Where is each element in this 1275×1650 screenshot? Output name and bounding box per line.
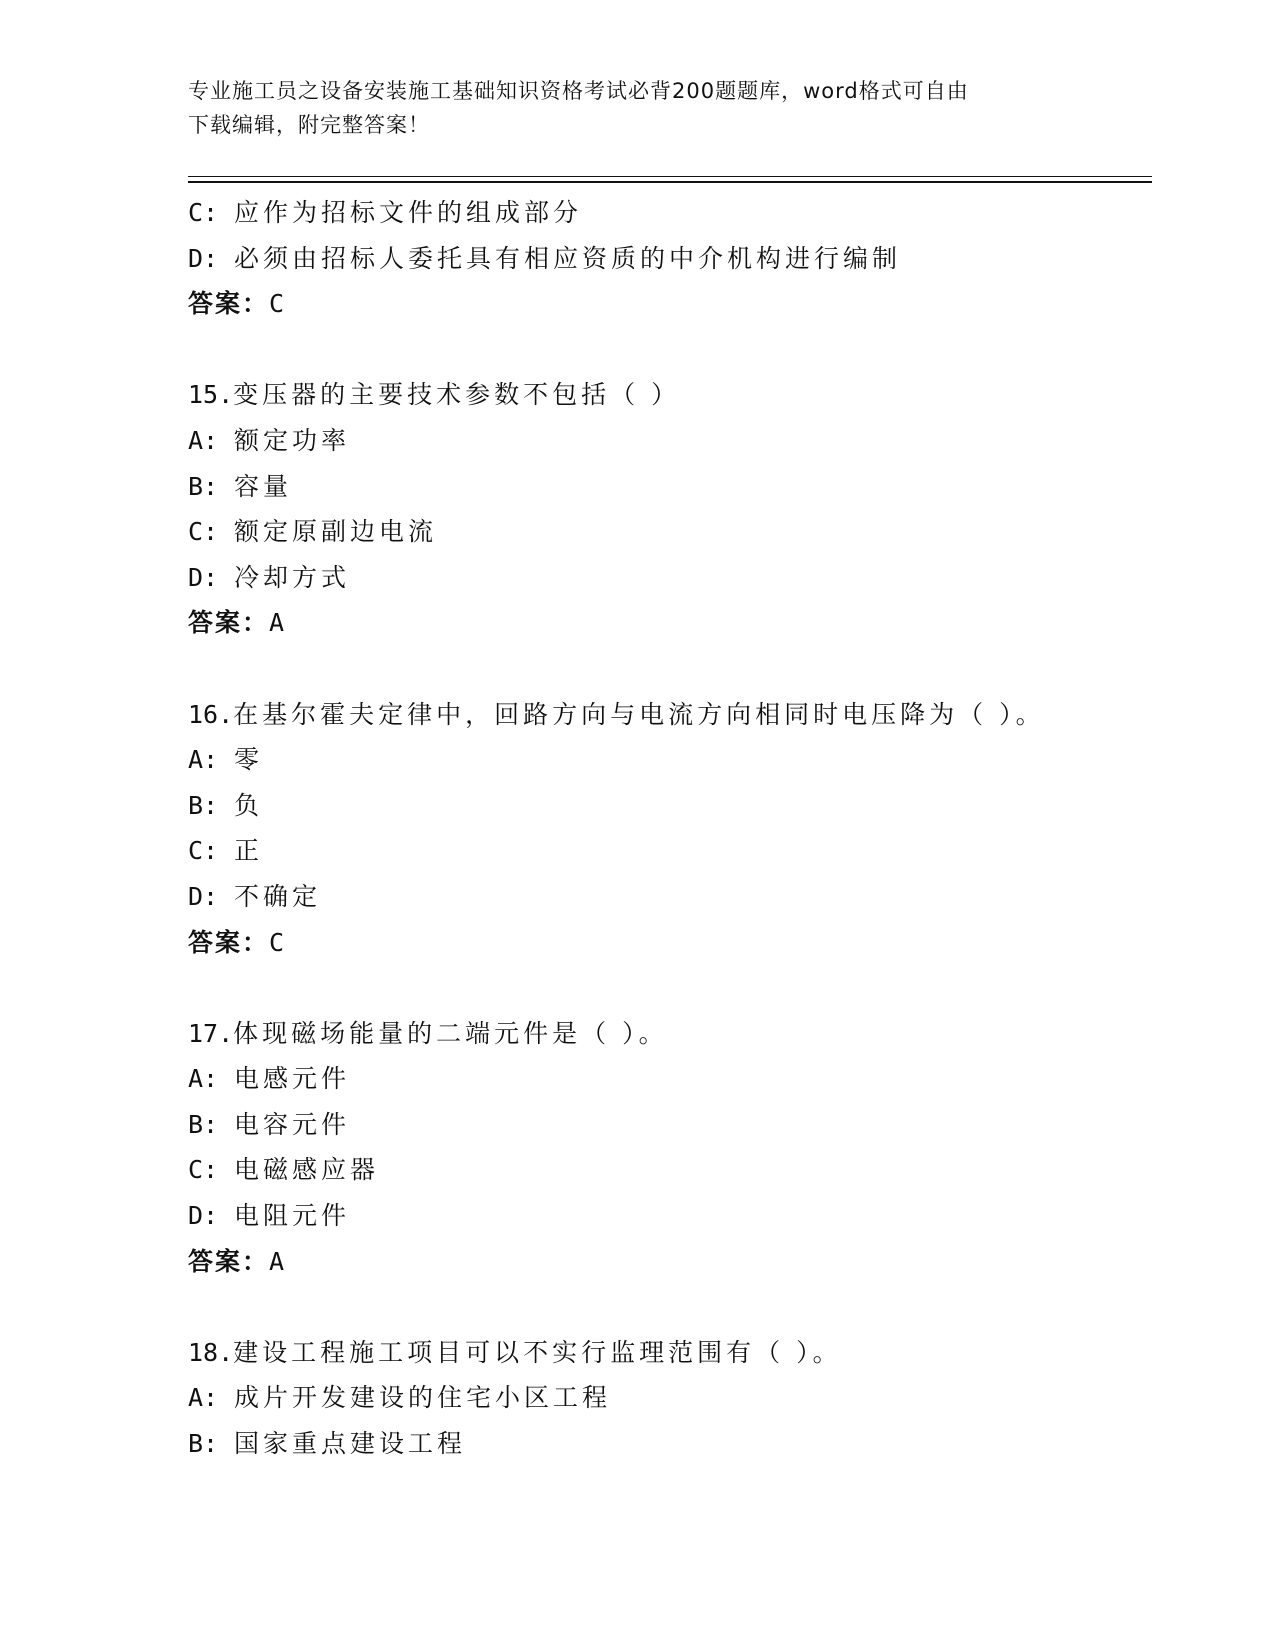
answer-value: C [269, 289, 287, 319]
header-divider-thin [188, 176, 1152, 177]
option-text: 电感元件 [234, 1064, 351, 1094]
answer-value: A [269, 1246, 287, 1276]
option-prefix: B: [188, 471, 219, 501]
question-text: 变压器的主要技术参数不包括（ ） [233, 380, 681, 410]
option-text: 负 [234, 790, 264, 820]
option-prefix: A: [188, 745, 219, 775]
option-text: 国家重点建设工程 [234, 1429, 467, 1459]
question-text: 建设工程施工项目可以不实行监理范围有（ ）。 [233, 1337, 842, 1367]
question-number: 16. [188, 699, 234, 729]
option-c [188, 190, 1148, 236]
option-prefix: D: [188, 881, 219, 911]
option-a [188, 1056, 1148, 1102]
option-prefix: A: [188, 1064, 219, 1094]
option-text: 必须由招标人委托具有相应资质的中介机构进行编制 [234, 243, 902, 273]
answer-label: 答案： [188, 289, 270, 319]
question-15 [188, 372, 1148, 646]
option-text: 零 [234, 745, 264, 775]
question-18 [188, 1330, 1148, 1467]
option-prefix: B: [188, 1429, 219, 1459]
question-stem [188, 1330, 1148, 1376]
spacer [188, 327, 1148, 373]
document-header [188, 74, 1088, 142]
option-prefix: B: [188, 1109, 219, 1139]
option-text: 电阻元件 [234, 1201, 351, 1231]
question-stem [188, 692, 1148, 738]
option-b [188, 783, 1148, 829]
option-prefix: C: [188, 1155, 219, 1185]
option-text: 应作为招标文件的组成部分 [234, 198, 583, 227]
answer-line [188, 281, 1148, 327]
option-d [188, 236, 1148, 282]
header-line-2: 下载编辑，附完整答案！ [188, 113, 430, 137]
question-16 [188, 692, 1148, 966]
option-b [188, 464, 1148, 510]
option-text: 额定原副边电流 [234, 517, 438, 547]
question-number: 18. [188, 1337, 234, 1367]
question-14-continuation [188, 190, 1148, 327]
option-prefix: A: [188, 425, 219, 455]
option-text: 电容元件 [234, 1109, 351, 1139]
option-prefix: C: [188, 198, 219, 227]
option-prefix: C: [188, 517, 219, 547]
answer-label: 答案： [188, 1246, 270, 1276]
question-stem [188, 1011, 1148, 1057]
answer-value: C [269, 927, 287, 957]
option-a [188, 418, 1148, 464]
option-d [188, 555, 1148, 601]
option-a [188, 1375, 1148, 1421]
spacer [188, 646, 1148, 692]
question-number: 15. [188, 380, 234, 410]
option-text: 正 [234, 836, 264, 866]
option-prefix: C: [188, 836, 219, 866]
option-text: 成片开发建设的住宅小区工程 [234, 1383, 612, 1413]
question-number: 17. [188, 1018, 234, 1048]
answer-label: 答案： [188, 927, 270, 957]
header-line-1: 专业施工员之设备安装施工基础知识资格考试必背200题题库，word格式可自由 [188, 79, 969, 103]
question-17 [188, 1011, 1148, 1285]
option-c [188, 1147, 1148, 1193]
answer-label: 答案： [188, 608, 270, 638]
option-c [188, 828, 1148, 874]
answer-value: A [269, 608, 287, 638]
option-text: 不确定 [234, 881, 322, 911]
option-prefix: D: [188, 562, 219, 592]
option-text: 电磁感应器 [234, 1155, 380, 1185]
option-prefix: D: [188, 243, 219, 273]
option-prefix: B: [188, 790, 219, 820]
question-text: 在基尔霍夫定律中，回路方向与电流方向相同时电压降为（ ）。 [233, 699, 1045, 729]
option-prefix: A: [188, 1383, 219, 1413]
option-d [188, 874, 1148, 920]
spacer [188, 965, 1148, 1011]
answer-line [188, 1239, 1148, 1285]
option-c [188, 509, 1148, 555]
answer-line [188, 920, 1148, 966]
option-text: 额定功率 [234, 425, 351, 455]
option-b [188, 1421, 1148, 1467]
option-text: 容量 [234, 471, 293, 501]
question-text: 体现磁场能量的二端元件是（ ）。 [233, 1018, 668, 1048]
spacer [188, 1284, 1148, 1330]
option-d [188, 1193, 1148, 1239]
option-b [188, 1102, 1148, 1148]
option-text: 冷却方式 [234, 562, 351, 592]
option-prefix: D: [188, 1201, 219, 1231]
option-a [188, 737, 1148, 783]
question-list [188, 190, 1148, 1467]
question-stem [188, 372, 1148, 418]
header-divider-thick [188, 181, 1152, 183]
answer-line [188, 600, 1148, 646]
